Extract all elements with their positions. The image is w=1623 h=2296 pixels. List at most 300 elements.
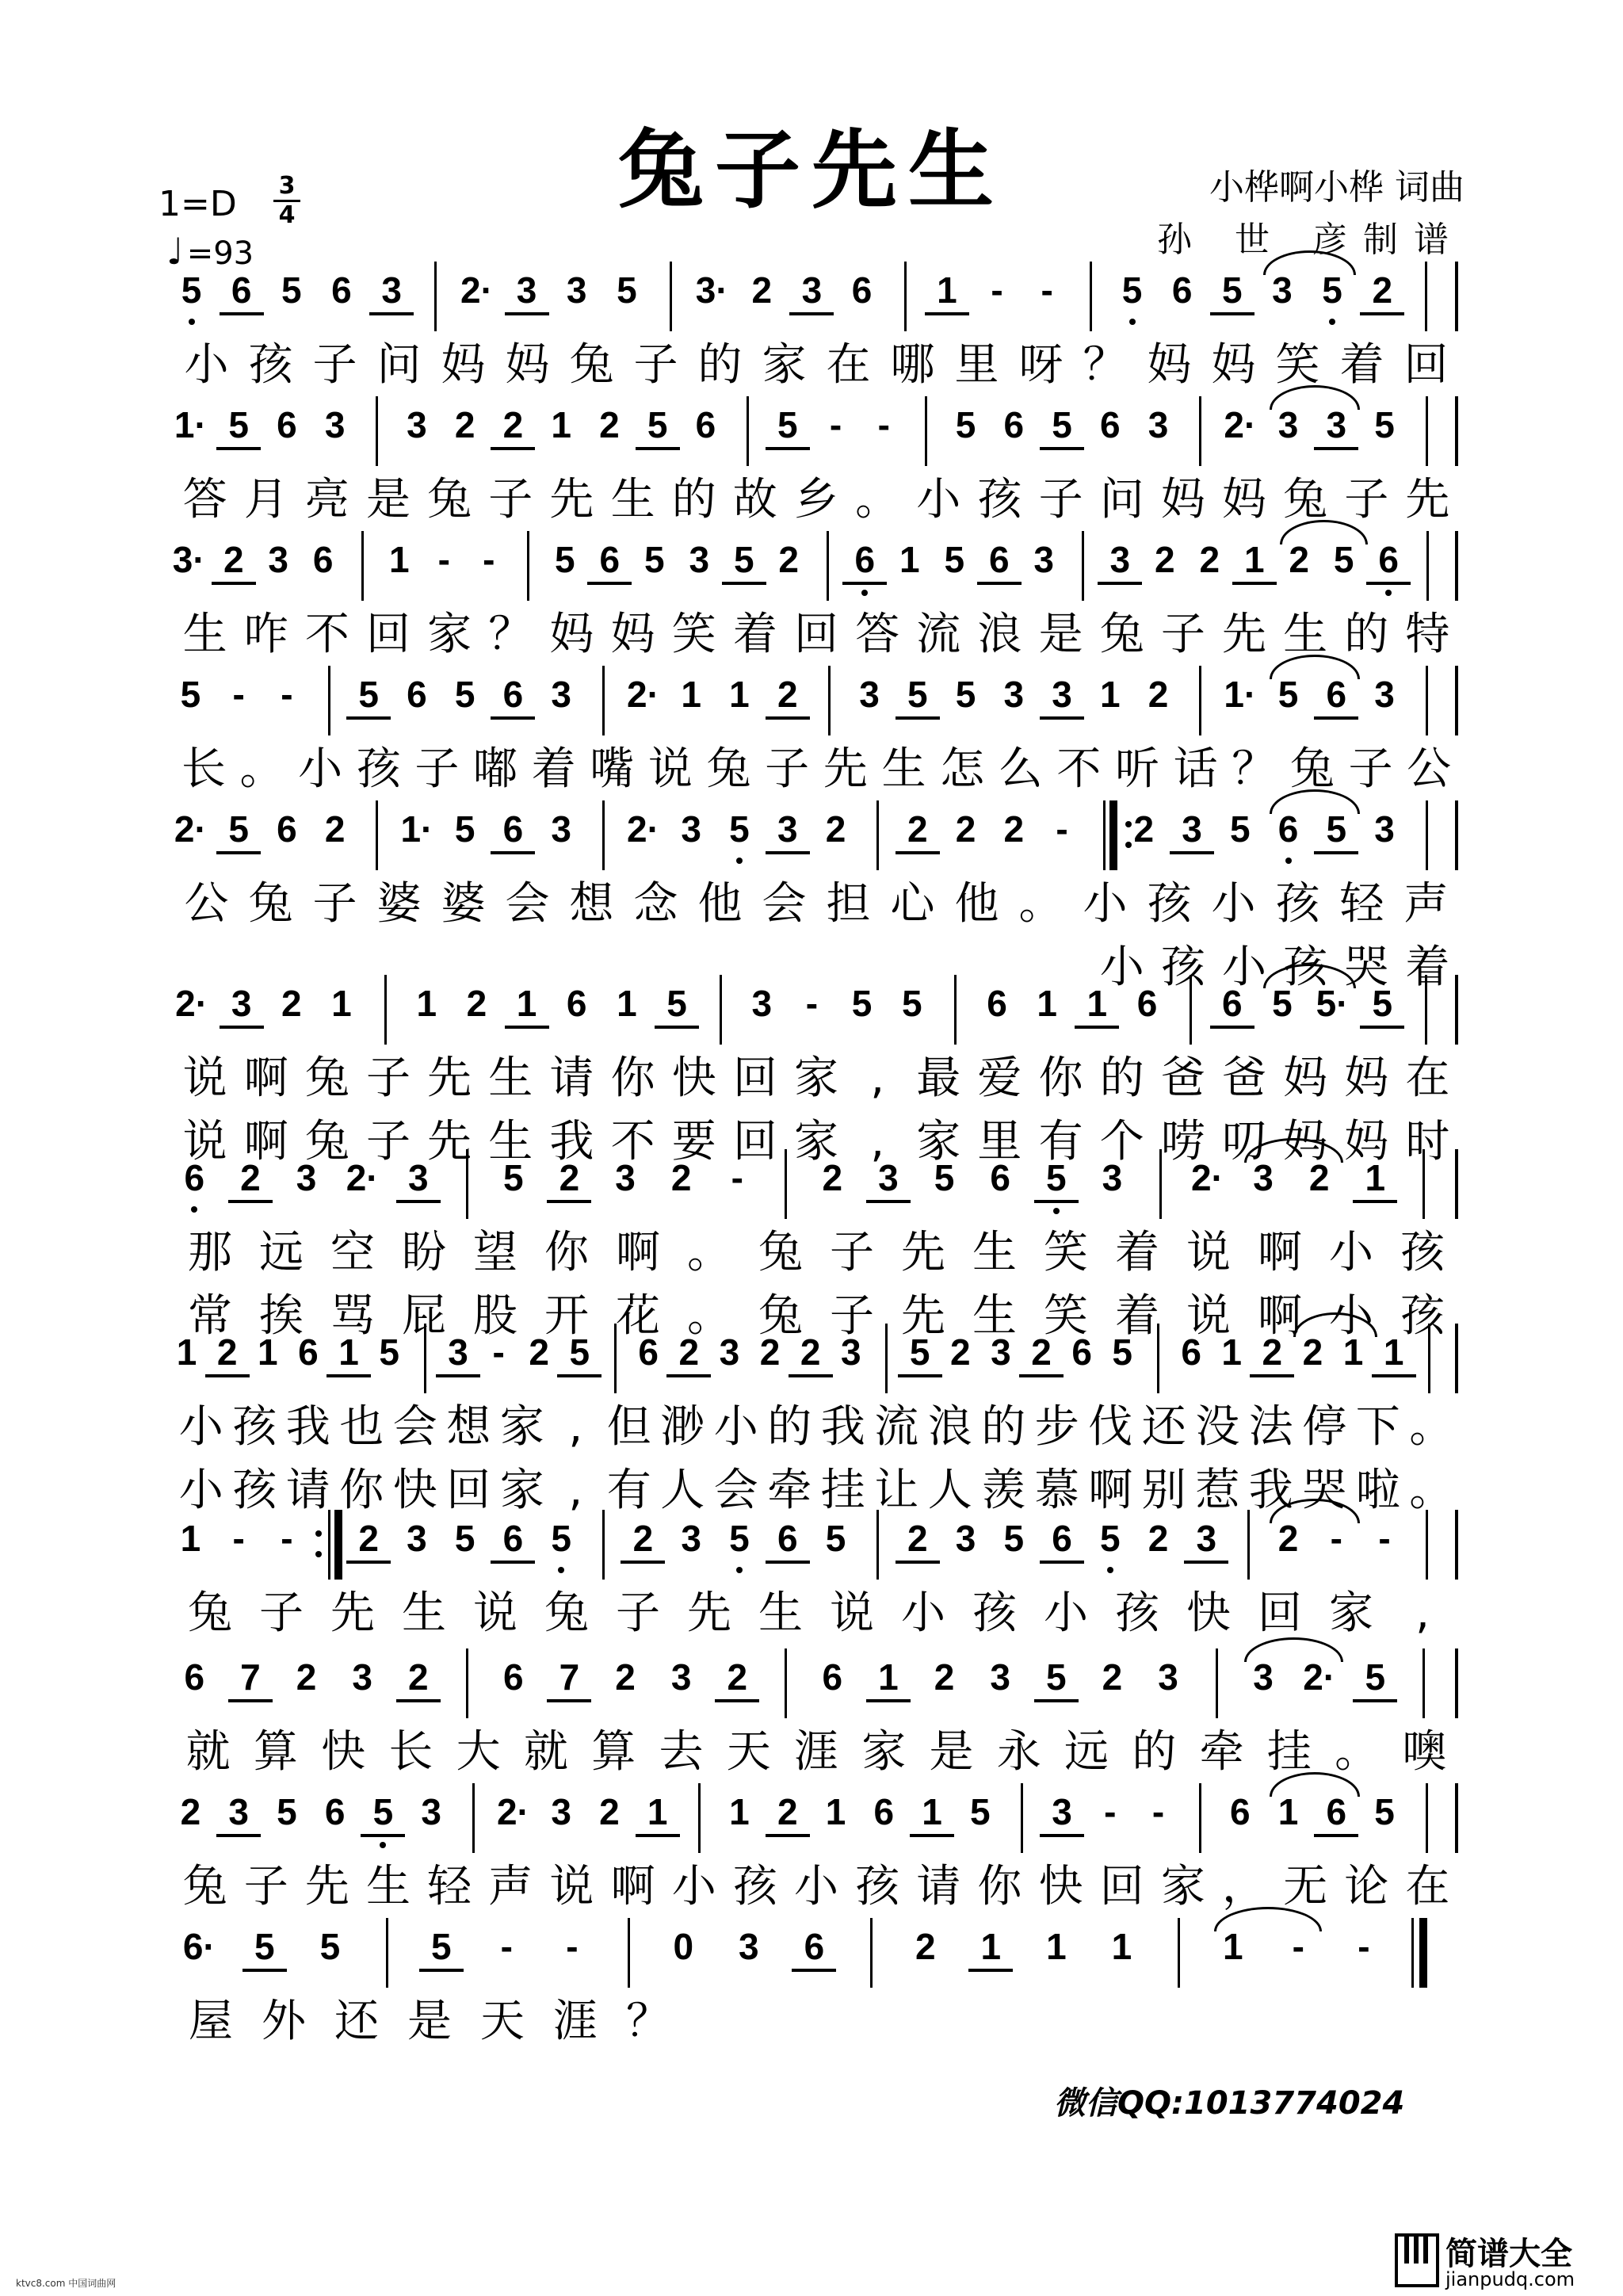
lyric-char: 他 bbox=[697, 878, 743, 930]
lyric-char: 兔 bbox=[544, 1587, 589, 1639]
note: 2 bbox=[955, 808, 976, 850]
lyric-char: 答 bbox=[182, 474, 227, 525]
lyric-char: 家 bbox=[861, 1726, 907, 1778]
note: 1 bbox=[180, 1518, 201, 1559]
note: 2· bbox=[460, 269, 493, 311]
lyric-char: 嘴 bbox=[590, 743, 635, 795]
note: 2 bbox=[1360, 268, 1404, 315]
lyric-char: 牵 bbox=[1199, 1726, 1244, 1778]
note: 5 bbox=[1277, 674, 1299, 715]
note: 5 bbox=[944, 539, 965, 580]
barline bbox=[376, 800, 378, 870]
barline bbox=[785, 1648, 787, 1718]
lyric-char: 兔 bbox=[1099, 609, 1144, 660]
lyric-char: 要 bbox=[671, 1116, 716, 1167]
barline bbox=[876, 1510, 879, 1580]
lyric-char: 说 bbox=[647, 743, 693, 795]
lyric-char: 快 bbox=[1186, 1587, 1231, 1639]
lyric-char: 你 bbox=[544, 1227, 589, 1278]
lyric-char: 别 bbox=[1141, 1465, 1186, 1516]
lyric-char: 生 bbox=[758, 1587, 803, 1639]
note: 2 bbox=[766, 672, 810, 720]
note: 1 bbox=[925, 268, 969, 315]
lyric-char: 空 bbox=[330, 1227, 375, 1278]
lyric-char: 浪 bbox=[977, 609, 1022, 660]
notation-row bbox=[158, 1149, 1458, 1225]
lyric-char: 生 bbox=[488, 1052, 533, 1104]
lyric-char: ？ bbox=[1232, 743, 1277, 795]
lyric-char: 妈 bbox=[1344, 1052, 1389, 1104]
lyric-char: 开 bbox=[544, 1290, 589, 1342]
note: 3 bbox=[670, 1656, 692, 1698]
lyric-char: 先 bbox=[1222, 609, 1266, 660]
note: 3 bbox=[681, 1518, 702, 1559]
barline bbox=[334, 1510, 342, 1580]
note: 2 bbox=[751, 269, 773, 311]
lyric-char: 孩 bbox=[232, 1465, 277, 1516]
time-signature bbox=[273, 174, 300, 227]
note: 3 bbox=[296, 1157, 317, 1198]
note: 1 bbox=[1372, 1330, 1416, 1377]
note: 6 bbox=[977, 537, 1022, 585]
lyric-char: 是 bbox=[1038, 609, 1083, 660]
lyric-char: ？ bbox=[488, 609, 533, 660]
lyric-char: 心 bbox=[890, 878, 935, 930]
note: 5 bbox=[379, 1331, 399, 1373]
note: 3 bbox=[1040, 672, 1084, 720]
lyric-char: 天 bbox=[726, 1726, 771, 1778]
barline bbox=[328, 666, 330, 735]
lyric-char: 快 bbox=[1038, 1861, 1083, 1912]
lyric-char: 说 bbox=[830, 1587, 874, 1639]
barline bbox=[1082, 531, 1084, 601]
lyric-char: 先 bbox=[1405, 474, 1450, 525]
note: 3 bbox=[719, 1331, 740, 1373]
lyric-char: 股 bbox=[473, 1290, 517, 1342]
barline bbox=[1426, 531, 1429, 601]
lyric-char: 着 bbox=[531, 743, 576, 795]
lyric-char: 先 bbox=[687, 1587, 731, 1639]
lyric-char: , bbox=[870, 1116, 885, 1167]
note: 3 bbox=[1003, 674, 1025, 715]
lyric-char: 公 bbox=[184, 878, 229, 930]
note: 3 bbox=[1253, 1656, 1274, 1698]
lyric-char: 兔 bbox=[758, 1290, 803, 1342]
note: 1 bbox=[910, 1790, 954, 1837]
note: 5 bbox=[1112, 1331, 1133, 1373]
lyric-char: 。 bbox=[1409, 1465, 1454, 1516]
lyric-char: 生 bbox=[366, 1861, 411, 1912]
note: 2 bbox=[1154, 539, 1175, 580]
note-extension: - bbox=[991, 269, 1003, 311]
note: 5 bbox=[766, 403, 810, 450]
lyric-char: 会 bbox=[762, 878, 807, 930]
lyric-char: 亮 bbox=[304, 474, 349, 525]
note: 1 bbox=[1342, 1331, 1364, 1373]
barline bbox=[628, 1918, 630, 1988]
score-system bbox=[158, 1510, 1458, 1649]
lyric-char: 是 bbox=[929, 1726, 974, 1778]
lyric-char: 我 bbox=[549, 1116, 594, 1167]
note: 2 bbox=[529, 1331, 550, 1373]
barline bbox=[1423, 1648, 1425, 1718]
note: 6 bbox=[324, 1791, 346, 1832]
lyric-line bbox=[158, 1225, 1458, 1289]
lyric-char: 孩 bbox=[1400, 1290, 1445, 1342]
note: 6 bbox=[407, 674, 427, 715]
lyric-char: 的 bbox=[1132, 1726, 1177, 1778]
lyric-char: 回 bbox=[732, 1116, 777, 1167]
lyric-char: 涯 bbox=[553, 1996, 598, 2047]
lyric-char: 啊 bbox=[1258, 1227, 1302, 1278]
lyric-char: 人 bbox=[927, 1465, 972, 1516]
note: 3 bbox=[551, 1791, 571, 1832]
lyric-char: 家 bbox=[1329, 1587, 1373, 1639]
note: 3 bbox=[1148, 404, 1169, 445]
note: 6 bbox=[491, 807, 535, 854]
lyric-char: 孩 bbox=[1147, 878, 1192, 930]
lyric-char: 的 bbox=[767, 1401, 812, 1453]
barline bbox=[384, 975, 387, 1045]
lyric-char: 生 bbox=[488, 1116, 533, 1167]
note: 2 bbox=[454, 404, 475, 445]
lyric-char: 的 bbox=[981, 1401, 1026, 1453]
note: 3 bbox=[991, 1331, 1011, 1373]
lyric-char: 时 bbox=[1405, 1116, 1450, 1167]
lyric-char: 。 bbox=[239, 743, 285, 795]
lyric-char: 子 bbox=[765, 743, 810, 795]
lyric-char: 子 bbox=[1160, 609, 1205, 660]
lyric-char: 子 bbox=[414, 743, 460, 795]
note: 5 bbox=[1040, 403, 1084, 450]
note: 1 bbox=[1075, 981, 1119, 1029]
note: 2 bbox=[396, 1655, 441, 1702]
note-extension: - bbox=[232, 1518, 245, 1559]
note: 5 bbox=[1034, 1655, 1079, 1702]
lyric-char: 小 bbox=[1211, 878, 1256, 930]
lyric-char: 先 bbox=[304, 1861, 349, 1912]
note: 3 bbox=[551, 808, 571, 850]
lyric-char: 噢 bbox=[1402, 1726, 1447, 1778]
barline bbox=[1247, 1510, 1250, 1580]
lyric-char: 妈 bbox=[1147, 339, 1192, 391]
lyric-char: 先 bbox=[901, 1290, 945, 1342]
lyric-char: 。 bbox=[687, 1290, 731, 1342]
key-signature-text: 1=D bbox=[158, 184, 237, 224]
lyric-char: 我 bbox=[1248, 1465, 1293, 1516]
lyric-char: 步 bbox=[1034, 1401, 1079, 1453]
lyric-char: 孩 bbox=[1275, 878, 1320, 930]
lyric-char: 小 bbox=[184, 339, 229, 391]
note: 2 bbox=[1308, 1157, 1330, 1198]
note: 5 bbox=[1360, 981, 1404, 1029]
lyric-char: 惹 bbox=[1195, 1465, 1240, 1516]
lyric-char: 家 bbox=[794, 1116, 838, 1167]
time-signature-numerator: 3 bbox=[278, 172, 296, 200]
note: 6 bbox=[1181, 1331, 1201, 1373]
note: 5 bbox=[319, 1926, 341, 1967]
lyric-char: 子 bbox=[1344, 474, 1389, 525]
lyric-char: 是 bbox=[407, 1996, 452, 2047]
lyric-char: 长 bbox=[181, 743, 226, 795]
lyric-char: 论 bbox=[1344, 1861, 1389, 1912]
note: 3 bbox=[1102, 1157, 1123, 1198]
lyric-char: 你 bbox=[1038, 1052, 1083, 1104]
lyric-char: , bbox=[568, 1401, 583, 1453]
notation-row bbox=[158, 396, 1458, 472]
lyric-char: 个 bbox=[1099, 1116, 1144, 1167]
lyric-char: 家 bbox=[762, 339, 807, 391]
note: 3 bbox=[1184, 1516, 1228, 1564]
lyric-char: 回 bbox=[446, 1465, 491, 1516]
score-system bbox=[158, 396, 1458, 536]
note: 3 bbox=[955, 1518, 976, 1559]
barline bbox=[785, 1149, 787, 1219]
note: 5 bbox=[454, 674, 475, 715]
note: 3 bbox=[551, 674, 571, 715]
lyric-char: 爸 bbox=[1222, 1052, 1266, 1104]
lyric-char: 先 bbox=[823, 743, 868, 795]
note: 6 bbox=[220, 268, 264, 315]
note: 2 bbox=[466, 983, 487, 1024]
note: 6 bbox=[1136, 983, 1158, 1024]
note: 5 bbox=[346, 672, 391, 720]
lyric-char: 。 bbox=[1335, 1726, 1380, 1778]
note: 6 bbox=[766, 1516, 810, 1564]
lyric-char: 子 bbox=[1038, 474, 1083, 525]
lyric-char: 孩 bbox=[1400, 1227, 1445, 1278]
lyric-char: 哭 bbox=[1302, 1465, 1347, 1516]
barline bbox=[1426, 1510, 1428, 1580]
lyric-char: 孩 bbox=[972, 1587, 1017, 1639]
lyric-char: 想 bbox=[569, 878, 614, 930]
lyric-char: 永 bbox=[996, 1726, 1041, 1778]
barline bbox=[1178, 1918, 1180, 1988]
lyric-char: 就 bbox=[523, 1726, 568, 1778]
lyric-line bbox=[158, 1400, 1458, 1463]
score-system bbox=[158, 800, 1458, 1003]
note: 2· bbox=[174, 808, 207, 850]
lyric-char: 没 bbox=[1195, 1401, 1240, 1453]
note: 1· bbox=[1224, 674, 1257, 715]
logo-url: jianpudq.com bbox=[1445, 2268, 1575, 2290]
lyric-char: 浪 bbox=[927, 1401, 972, 1453]
lyric-char: 啊 bbox=[243, 1052, 288, 1104]
lyric-char: 兔 bbox=[248, 878, 293, 930]
note: 1 bbox=[1111, 1926, 1132, 1967]
note-extension: - bbox=[1104, 1791, 1117, 1832]
lyric-char: 婆 bbox=[441, 878, 486, 930]
lyric-char: 哪 bbox=[890, 339, 935, 391]
note: 5 bbox=[901, 983, 922, 1024]
barline bbox=[1190, 975, 1192, 1045]
barline bbox=[1425, 975, 1427, 1045]
note: 2 bbox=[789, 1330, 833, 1377]
lyric-char: 故 bbox=[732, 474, 777, 525]
note: 5 bbox=[955, 674, 976, 715]
note: 3 bbox=[1033, 539, 1055, 580]
note: 3 bbox=[1314, 403, 1358, 450]
lyric-char: 但 bbox=[606, 1401, 651, 1453]
score-system bbox=[158, 1648, 1458, 1788]
note: 1 bbox=[1099, 674, 1121, 715]
lyric-char: 快 bbox=[392, 1465, 437, 1516]
barline bbox=[954, 975, 957, 1045]
note: 5 bbox=[1230, 808, 1251, 850]
note: 5 bbox=[503, 1157, 524, 1198]
lyric-char: 孩 bbox=[977, 474, 1022, 525]
lyric-char: 小 bbox=[713, 1401, 758, 1453]
note: 2 bbox=[1148, 674, 1169, 715]
note-extension: - bbox=[281, 674, 293, 715]
lyric-char: 婆 bbox=[376, 878, 422, 930]
note: 3 bbox=[1098, 537, 1142, 585]
lyric-char: 你 bbox=[339, 1465, 384, 1516]
note: 2 bbox=[915, 1926, 936, 1967]
barline bbox=[1426, 666, 1428, 735]
lyric-char: 轻 bbox=[1339, 878, 1384, 930]
note: 3 bbox=[436, 1330, 480, 1377]
barline bbox=[434, 262, 437, 331]
barline bbox=[1455, 1648, 1458, 1718]
note: 2 bbox=[1250, 1330, 1294, 1377]
note: 2· bbox=[1224, 404, 1257, 445]
lyric-char: ？ bbox=[1083, 339, 1128, 391]
note: 2 bbox=[670, 1157, 692, 1198]
lyric-char: 的 bbox=[671, 474, 716, 525]
barline bbox=[1426, 800, 1428, 870]
note: 3 bbox=[369, 268, 414, 315]
lyric-char: 小 bbox=[178, 1465, 223, 1516]
lyric-line bbox=[158, 1725, 1458, 1788]
lyric-char: 说 bbox=[1186, 1290, 1231, 1342]
barline bbox=[602, 800, 605, 870]
lyric-char: 公 bbox=[1407, 743, 1452, 795]
lyric-char: 兔 bbox=[1283, 474, 1328, 525]
note: 5 bbox=[1272, 983, 1293, 1024]
lyric-char: 子 bbox=[633, 339, 678, 391]
note: 2 bbox=[1003, 808, 1025, 850]
barline bbox=[466, 1149, 468, 1219]
note-extension: - bbox=[1151, 1791, 1165, 1832]
lyric-char: 。 bbox=[1018, 878, 1064, 930]
lyric-char: 笑 bbox=[1044, 1290, 1088, 1342]
notation-row bbox=[158, 1648, 1458, 1725]
note-extension: - bbox=[1292, 1926, 1304, 1967]
lyric-char: 算 bbox=[253, 1726, 298, 1778]
note: 3 bbox=[1374, 674, 1395, 715]
note: 6 bbox=[990, 1157, 1010, 1198]
contact-info: 微信QQ:1013774024 bbox=[1054, 2085, 1405, 2122]
note: 6· bbox=[182, 1926, 216, 1967]
lyric-char: 念 bbox=[633, 878, 678, 930]
note: 1 bbox=[416, 983, 437, 1024]
lyric-char: 回 bbox=[1403, 339, 1449, 391]
lyric-char: 。 bbox=[855, 474, 900, 525]
note: 2 bbox=[1148, 1518, 1169, 1559]
note-extension: - bbox=[731, 1157, 743, 1198]
lyric-char: 望 bbox=[473, 1227, 517, 1278]
lyric-char: , bbox=[568, 1465, 583, 1516]
barline bbox=[1426, 396, 1428, 466]
lyric-char: 在 bbox=[826, 339, 871, 391]
note: 5 bbox=[955, 404, 976, 445]
lyric-char: 答 bbox=[855, 609, 900, 660]
note: 2 bbox=[1302, 1331, 1323, 1373]
lyric-char: 笑 bbox=[671, 609, 716, 660]
lyric-char: 妈 bbox=[505, 339, 550, 391]
note: 3 bbox=[505, 268, 549, 315]
note: 5 bbox=[180, 674, 201, 715]
note: 2 bbox=[296, 1656, 317, 1698]
lyric-char: 妈 bbox=[549, 609, 594, 660]
note: 2 bbox=[715, 1655, 759, 1702]
note: 3 bbox=[859, 674, 880, 715]
lyric-char: 妈 bbox=[610, 609, 655, 660]
note: 3 bbox=[866, 1156, 911, 1203]
barline bbox=[614, 1324, 617, 1393]
lyric-char: 小 bbox=[794, 1861, 838, 1912]
note: 2 bbox=[491, 403, 535, 450]
lyric-char: 生 bbox=[610, 474, 655, 525]
barline bbox=[386, 1918, 388, 1988]
note: 3 bbox=[1040, 1790, 1084, 1837]
lyric-line bbox=[158, 742, 1458, 805]
barline bbox=[925, 396, 927, 466]
note: 1 bbox=[1221, 1331, 1243, 1373]
lyric-char: 轻 bbox=[427, 1861, 472, 1912]
barline bbox=[1426, 1783, 1428, 1853]
lyric-char: 回 bbox=[366, 609, 411, 660]
lyric-char: 生 bbox=[972, 1227, 1017, 1278]
note: 5 bbox=[898, 1330, 942, 1377]
barline bbox=[720, 975, 722, 1045]
lyric-char: 回 bbox=[794, 609, 838, 660]
note: 2 bbox=[1199, 539, 1220, 580]
note: 6 bbox=[566, 983, 587, 1024]
lyric-char: 啊 bbox=[610, 1861, 655, 1912]
note: 2 bbox=[759, 1331, 781, 1373]
note: 6 bbox=[1171, 269, 1193, 311]
note: 6 bbox=[1040, 1516, 1084, 1564]
note-extension: - bbox=[500, 1926, 513, 1967]
lyric-char: 我 bbox=[820, 1401, 865, 1453]
note: 1 bbox=[176, 1331, 197, 1373]
note: 2 bbox=[599, 1791, 620, 1832]
note: 1 bbox=[257, 1331, 278, 1373]
song-title: 兔子先生 bbox=[617, 120, 1005, 220]
lyric-char: 担 bbox=[826, 878, 871, 930]
barline bbox=[1455, 1783, 1458, 1853]
lyric-char: 会 bbox=[392, 1401, 437, 1453]
note: 2 bbox=[1019, 1330, 1064, 1377]
note: 1 bbox=[825, 1791, 846, 1832]
note: 2 bbox=[949, 1331, 971, 1373]
note: 5 bbox=[454, 1518, 475, 1559]
lyric-char: 家 bbox=[499, 1401, 544, 1453]
barline bbox=[1425, 262, 1427, 331]
note: 1 bbox=[1222, 1926, 1243, 1967]
score-maker-credit: 孙 世 彦制谱 bbox=[1157, 220, 1465, 260]
note: 1 bbox=[636, 1790, 680, 1837]
note: 3 bbox=[268, 539, 289, 580]
score-system bbox=[158, 531, 1458, 670]
lyric-char: 孩 bbox=[1283, 942, 1328, 993]
barline bbox=[376, 396, 378, 466]
note: 1 bbox=[729, 1791, 750, 1832]
lyric-char: 挂 bbox=[820, 1465, 865, 1516]
note: 3 bbox=[220, 981, 264, 1029]
